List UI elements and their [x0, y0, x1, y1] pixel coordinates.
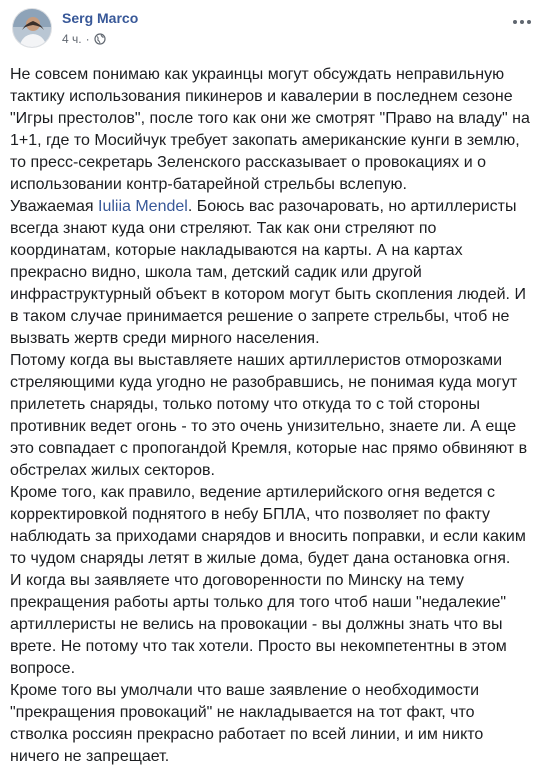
- post-header: [12, 8, 534, 60]
- post-paragraph: Кроме того вы умолчали что ваше заявление о необходимости "прекращения провокаций" не накладывается на тот факт, что стволка россиян прекрасно работает по всей линии, и им никто ничего не запрещает.: [10, 682, 484, 765]
- more-options-icon[interactable]: [510, 12, 534, 32]
- avatar[interactable]: [12, 8, 52, 48]
- dot: [527, 20, 531, 24]
- meta-separator: ·: [85, 32, 90, 46]
- post-paragraph: Не совсем понимаю как украинцы могут обсуждать неправильную тактику использования пикинеров и кавалерии в последнем сезоне "Игры престолов", после того как они же смотрят "Право на владу" на 1+1, где то Мосийчук требует закопать американские кунги в землю, то пресс-секретарь Зеленского рассказывает о провокациях и о использовании контр-батарейной стрельбы вслепую.: [10, 66, 530, 193]
- post-paragraph: Кроме того, как правило, ведение артилерийского огня ведется с корректировкой поднятого в небу БПЛА, что позволяет по факту наблюдать за приходами снарядов и вносить поправки, и если каким то чудом снаряды летят в жилые дома, будет дана остановка огня.: [10, 484, 526, 567]
- post-paragraph: [10, 196, 534, 350]
- post-meta: [62, 32, 106, 46]
- post-timestamp[interactable]: 4 ч.: [62, 32, 82, 46]
- mention-link[interactable]: Iuliia Mendel: [98, 198, 188, 215]
- avatar-photo: [13, 9, 52, 48]
- dot: [520, 20, 524, 24]
- post-paragraph: И когда вы заявляете что договоренности по Минску на тему прекращения работы арты только для того чтоб наши "недалекие" артиллеристы не велись на провокации - вы должны знать что вы врете. Не потому что так хотели. Просто вы некомпетентны в этом вопросе.: [10, 572, 507, 677]
- globe-icon[interactable]: [94, 33, 106, 45]
- post-paragraph: Потому когда вы выставляете наших артиллеристов отморозками стреляющими куда угодно не разобравшись, не понимая куда могут прилететь снаряды, только потому что откуда то с той стороны противник ведет огонь - то это очень унизительно, знаете ли. А еще это совпадает с пропогандой Кремля, которые нас прямо обвиняют в обстрелах жилых секторов.: [10, 352, 528, 479]
- post-body: [10, 64, 534, 768]
- paragraph-text: Уважаемая: [10, 198, 98, 215]
- dot: [513, 20, 517, 24]
- paragraph-text: . Боюсь вас разочаровать, но артиллеристы всегда знают куда они стреляют. Так как они стреляют по координатам, которые накладываются на карты. А на картах прекрасно видно, школа там, детский садик или другой инфраструктурный объект в котором могут быть скопления людей. И в таком случае принимается решение о запрете стрельбы, чтоб не вызвать жертв среди мирного населения.: [10, 198, 526, 347]
- author-name[interactable]: Serg Marco: [62, 10, 139, 26]
